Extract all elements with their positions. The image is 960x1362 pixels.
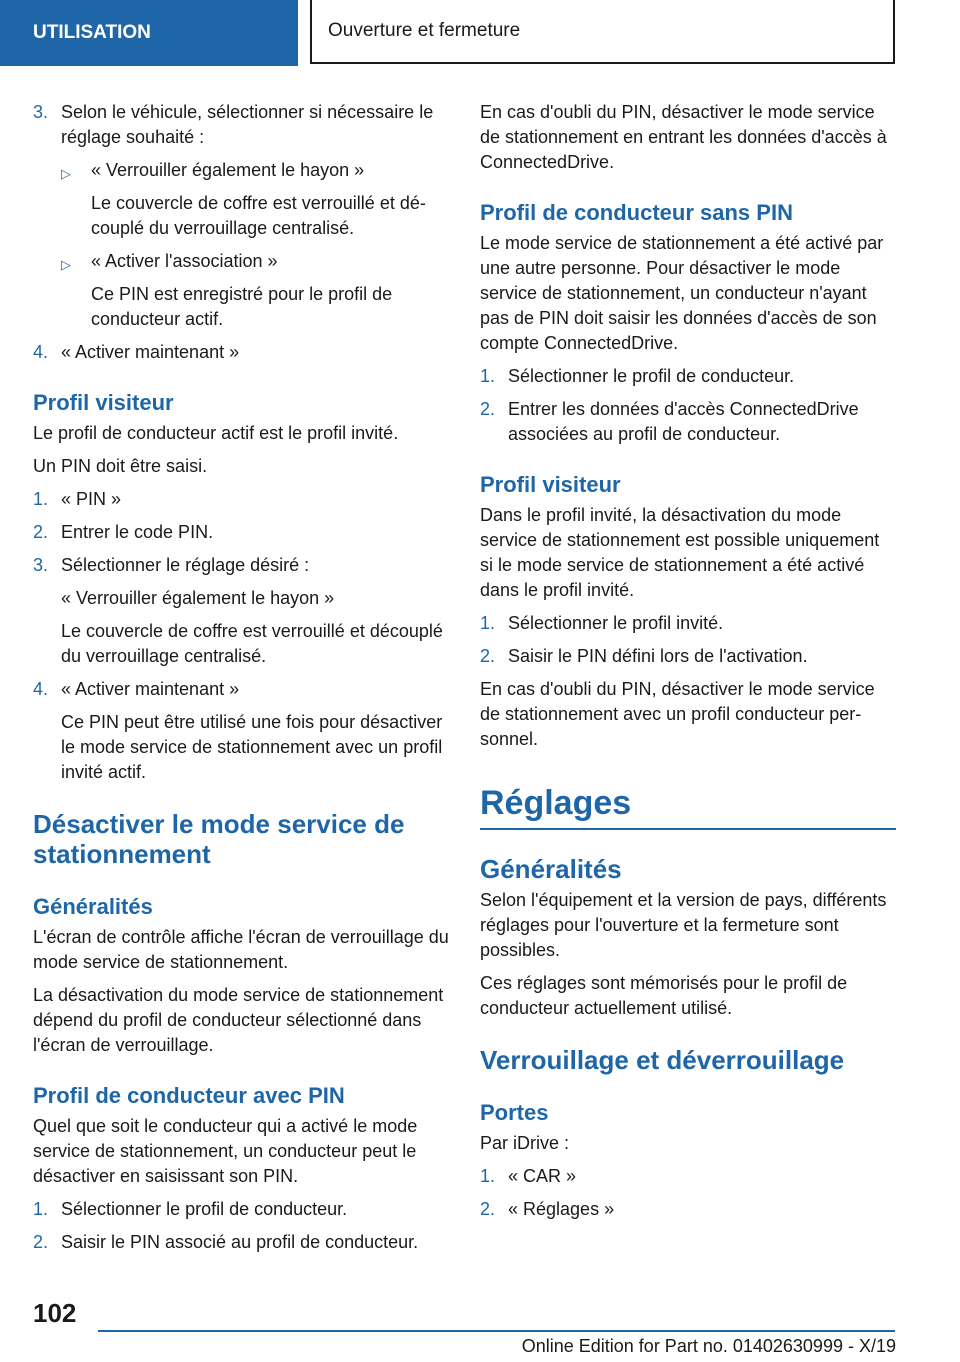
step-number: 1. bbox=[480, 1166, 496, 1186]
paragraph: L'écran de contrôle affiche l'écran de verrouillage du mode service de stationnement. bbox=[33, 927, 449, 972]
list-item bbox=[33, 1197, 449, 1222]
sub-item bbox=[61, 249, 449, 332]
step-text: « Activer maintenant » bbox=[61, 679, 240, 699]
section-heading: Généralités bbox=[480, 854, 622, 884]
list-item bbox=[480, 611, 896, 636]
list-item bbox=[480, 397, 896, 447]
step-text: Sélectionner le réglage désiré : bbox=[61, 555, 310, 575]
step-text: Entrer le code PIN. bbox=[61, 522, 214, 542]
step-text: Sélectionner le profil de conducteur. bbox=[61, 1199, 348, 1219]
footer-divider bbox=[98, 1330, 895, 1332]
left-column bbox=[33, 100, 449, 1263]
step-text: « Réglages » bbox=[508, 1199, 615, 1219]
step-number: 1. bbox=[480, 613, 496, 633]
paragraph: Le mode service de stationnement a été activé par une autre personne. Pour désactiver le mode service de stationnement, un conducteur n'ayant pas de PIN doit saisir les données d'accès de son compte ConnectedDrive. bbox=[480, 233, 884, 353]
list-item bbox=[33, 520, 449, 545]
paragraph: Par iDrive : bbox=[480, 1133, 570, 1153]
paragraph: Selon l'équipement et la version de pays, différents réglages pour l'ouverture et la fermeture sont possibles. bbox=[480, 890, 887, 960]
section-heading: Généralités bbox=[33, 894, 153, 919]
paragraph: En cas d'oubli du PIN, désactiver le mode service de stationnement avec un profil conducteur personnel. bbox=[480, 679, 875, 749]
list-item bbox=[33, 677, 449, 785]
section-heading: Profil de conducteur avec PIN bbox=[33, 1083, 345, 1108]
list-item bbox=[480, 364, 896, 389]
list-item bbox=[480, 1197, 896, 1222]
page-number: 102 bbox=[33, 1298, 77, 1328]
step-number: 1. bbox=[33, 1199, 49, 1219]
sub-item bbox=[61, 158, 449, 241]
step-number: 2. bbox=[33, 522, 49, 542]
paragraph: La désactivation du mode service de stationnement dépend du profil de conducteur sélectionné dans l'écran de verrouillage. bbox=[33, 985, 444, 1055]
right-column bbox=[480, 100, 896, 1230]
subsection-heading: Portes bbox=[480, 1100, 549, 1125]
chapter-heading: Réglages bbox=[480, 782, 896, 830]
list-item bbox=[480, 644, 896, 669]
step-text: « Activer maintenant » bbox=[61, 342, 240, 362]
step-text: Entrer les données d'accès ConnectedDrive associées au profil de conducteur. bbox=[508, 399, 859, 444]
step-detail: « Verrouiller également le hayon » bbox=[61, 588, 335, 608]
sub-item-desc: Le couvercle de coffre est verrouillé et découplé du verrouillage centralisé. bbox=[91, 193, 426, 238]
list-item bbox=[33, 1230, 449, 1255]
sub-item-title: « Verrouiller également le hayon » bbox=[91, 160, 365, 180]
sub-item-desc: Ce PIN est enregistré pour le profil de conducteur actif. bbox=[91, 284, 393, 329]
step-text: Saisir le PIN défini lors de l'activation. bbox=[508, 646, 808, 666]
step-number: 4. bbox=[33, 679, 49, 699]
step-number: 2. bbox=[480, 1199, 496, 1219]
step-number: 1. bbox=[480, 366, 496, 386]
list-item bbox=[33, 553, 449, 669]
section-heading: Profil visiteur bbox=[33, 390, 174, 415]
step-text: « CAR » bbox=[508, 1166, 577, 1186]
paragraph: Le profil de conducteur actif est le profil invité. bbox=[33, 423, 399, 443]
section-heading: Verrouillage et déverrouillage bbox=[480, 1045, 845, 1075]
paragraph: Dans le profil invité, la désactivation du mode service de stationnement est possible uniquement si le mode service de stationnement a été activé dans le profil invité. bbox=[480, 505, 880, 600]
list-item bbox=[33, 100, 449, 332]
chapter-heading: Désactiver le mode service de stationnement bbox=[33, 809, 405, 869]
list-item bbox=[480, 1164, 896, 1189]
step-text: Sélectionner le profil de conducteur. bbox=[508, 366, 795, 386]
sub-item-title: « Activer l'association » bbox=[91, 251, 278, 271]
step-text: « PIN » bbox=[61, 489, 122, 509]
paragraph: En cas d'oubli du PIN, désactiver le mode service de stationnement en entrant les données d'accès à ConnectedDrive. bbox=[480, 102, 887, 172]
step-number: 2. bbox=[33, 1232, 49, 1252]
step-number: 3. bbox=[33, 555, 49, 575]
step-number: 4. bbox=[33, 342, 49, 362]
edition-note: Online Edition for Part no. 01402630999 - X/19 bbox=[521, 1336, 896, 1356]
paragraph: Quel que soit le conducteur qui a activé le mode service de stationnement, un conducteur peut le désactiver en saisissant son PIN. bbox=[33, 1116, 418, 1186]
paragraph: Un PIN doit être saisi. bbox=[33, 456, 208, 476]
section-heading: Profil visiteur bbox=[480, 472, 621, 497]
section-tab: UTILISATION bbox=[0, 0, 298, 66]
chapter-title: Ouverture et fermeture bbox=[310, 0, 895, 64]
step-text: Selon le véhicule, sélectionner si nécessaire le réglage souhaité : bbox=[61, 102, 434, 147]
step-detail: Le couvercle de coffre est verrouillé et découplé du verrouillage centralisé. bbox=[61, 621, 443, 666]
step-number: 2. bbox=[480, 399, 496, 419]
step-detail: Ce PIN peut être utilisé une fois pour désactiver le mode service de stationnement avec un profil invité actif. bbox=[61, 712, 443, 782]
step-text: Saisir le PIN associé au profil de conducteur. bbox=[61, 1232, 419, 1252]
triangle-bullet-icon: ▷ bbox=[61, 166, 71, 181]
list-item bbox=[33, 340, 449, 365]
list-item bbox=[33, 487, 449, 512]
step-text: Sélectionner le profil invité. bbox=[508, 613, 724, 633]
triangle-bullet-icon: ▷ bbox=[61, 257, 71, 272]
step-number: 2. bbox=[480, 646, 496, 666]
step-number: 1. bbox=[33, 489, 49, 509]
page-header bbox=[0, 0, 960, 66]
step-number: 3. bbox=[33, 102, 49, 122]
section-heading: Profil de conducteur sans PIN bbox=[480, 200, 793, 225]
paragraph: Ces réglages sont mémorisés pour le profil de conducteur actuellement utilisé. bbox=[480, 973, 848, 1018]
